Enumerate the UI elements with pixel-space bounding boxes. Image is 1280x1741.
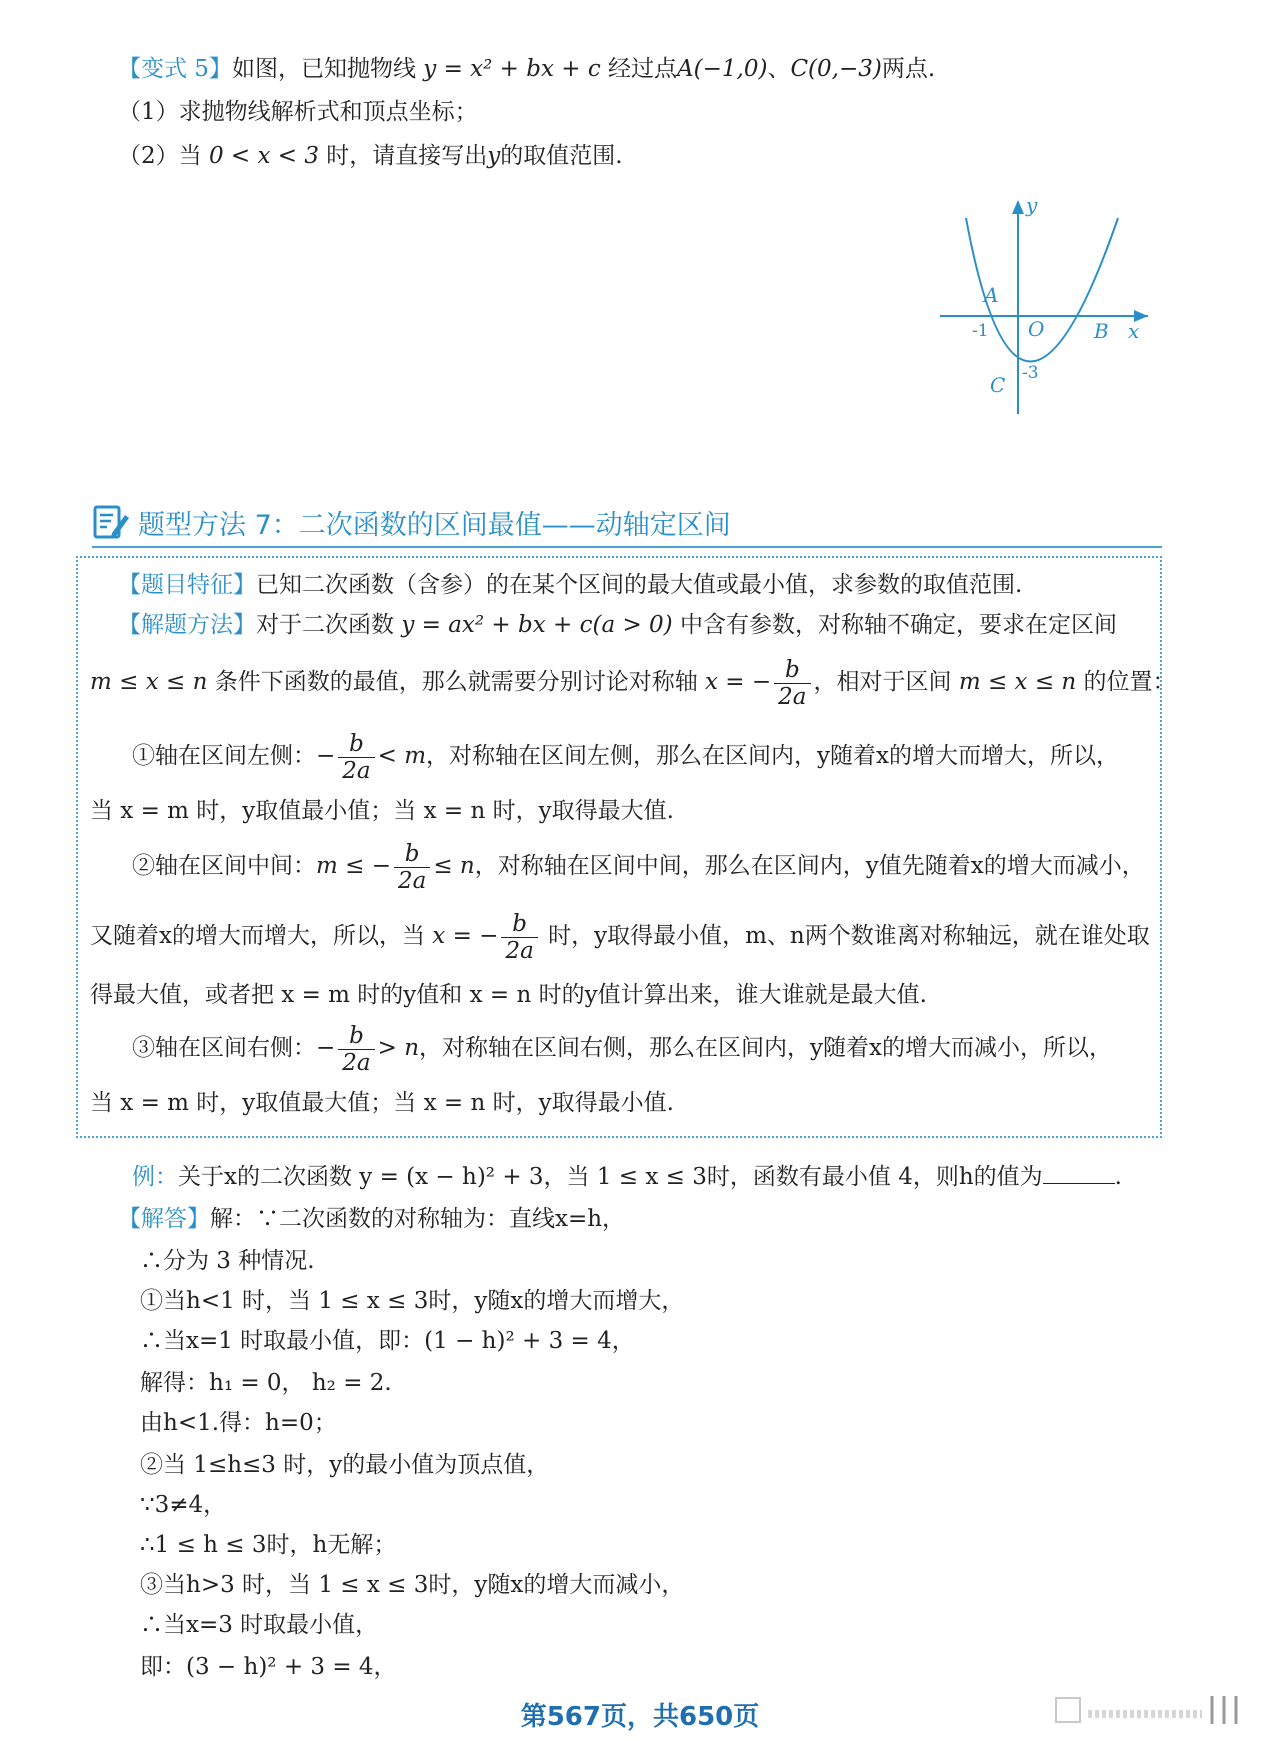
variant-question-2: （2）当 0 < x < 3 时，请直接写出y的取值范围.: [118, 143, 623, 169]
feature-tag: 【题目特征】: [118, 572, 256, 598]
variant-question-1: （1）求抛物线解析式和顶点坐标；: [118, 99, 478, 125]
answer-tag: 【解答】: [118, 1206, 210, 1232]
solution-line: ②当 1≤h≤3 时，y的最小值为顶点值，: [140, 1452, 550, 1478]
solution-line: ③当h>3 时，当 1 ≤ x ≤ 3时，y随x的增大而减小，: [140, 1572, 685, 1598]
label-a: A: [984, 283, 999, 307]
solution-line: ∴分为 3 种情况.: [140, 1248, 315, 1274]
label-c: C: [990, 373, 1006, 397]
case-1-line-2: 当 x = m 时，y取值最小值；当 x = n 时，y取得最大值.: [90, 798, 674, 824]
method-line-2: m ≤ x ≤ n 条件下函数的最值，那么就需要分别讨论对称轴 x = − $\frac{b}{2a}$ ，相对于区间 m ≤ x ≤ n 的位置：: [90, 656, 1176, 710]
label-b: B: [1094, 319, 1109, 343]
case-1-line-1: ①轴在区间左侧：− $\frac{b}{2a}$ < m，对称轴在区间左侧，那么在区间内，y随着x的增大而增大，所以，: [132, 730, 1120, 784]
label-neg1: -1: [972, 321, 989, 341]
label-neg3: -3: [1022, 363, 1039, 383]
answer-line: 【解答】解：∵二次函数的对称轴为：直线x=h，: [118, 1206, 626, 1232]
example-line: 例：关于x的二次函数 y = (x − h)² + 3，当 1 ≤ x ≤ 3时，函数有最小值 4，则h的值为 .: [132, 1164, 1122, 1190]
section-divider: [92, 546, 1162, 548]
method-tag: 【解题方法】: [118, 612, 256, 638]
case-2-line-3: 得最大值，或者把 x = m 时的y值和 x = n 时的y值计算出来，谁大谁就是最大值.: [90, 982, 927, 1008]
parabola-figure: [930, 196, 1150, 416]
method-line-1: 【解题方法】对于二次函数 y = ax² + bx + c(a > 0) 中含有参数，对称轴不确定，要求在定区间: [118, 612, 1117, 638]
case-3-line-2: 当 x = m 时，y取值最大值；当 x = n 时，y取得最小值.: [90, 1090, 674, 1116]
notebook-pen-icon: [92, 503, 130, 541]
solution-line: ∴当x=3 时取最小值，: [140, 1612, 379, 1638]
solution-line: ∵3≠4，: [140, 1492, 227, 1518]
section-title: 题型方法 7：二次函数的区间最值——动轴定区间: [92, 500, 731, 544]
example-tag: 例：: [132, 1164, 178, 1190]
variant-stem: 【变式 5】如图，已知抛物线 y = x² + bx + c 经过点A(−1,0)、C(0,−3)两点.: [118, 56, 936, 82]
feature-line: 【题目特征】已知二次函数（含参）的在某个区间的最大值或最小值，求参数的取值范围.: [118, 572, 1023, 598]
solution-line: ①当h<1 时，当 1 ≤ x ≤ 3时，y随x的增大而增大，: [140, 1288, 685, 1314]
y-axis-arrow: [1012, 200, 1024, 214]
case-2-line-2: 又随着x的增大而增大，所以，当 x = − $\frac{b}{2a}$ 时，y取得最小值，m、n两个数谁离对称轴远，就在谁处取: [90, 910, 1150, 964]
variant-tag: 【变式 5】: [118, 56, 232, 82]
case-3-line-1: ③轴在区间右侧：− $\frac{b}{2a}$ > n，对称轴在区间右侧，那么在区间内，y随着x的增大而减小，所以，: [132, 1022, 1113, 1076]
axis-fraction: $\frac{b}{2a}$: [774, 657, 810, 710]
solution-line: ∴1 ≤ h ≤ 3时，h无解；: [140, 1532, 397, 1558]
page-number: 第567页，共650页: [520, 1702, 760, 1732]
answer-blank: [1043, 1163, 1115, 1184]
label-o: O: [1028, 317, 1045, 341]
label-y: y: [1026, 196, 1038, 217]
label-x: x: [1128, 319, 1140, 343]
solution-line: 由h<1.得：h=0；: [140, 1410, 337, 1436]
solution-line: 即：(3 − h)² + 3 = 4，: [140, 1654, 397, 1680]
page-corner-decoration: [1052, 1692, 1252, 1728]
case-2-line-1: ②轴在区间中间：m ≤ − $\frac{b}{2a}$ ≤ n，对称轴在区间中间，那么在区间内，y值先随着x的增大而减小，: [132, 840, 1145, 894]
solution-line: ∴当x=1 时取最小值，即：(1 − h)² + 3 = 4，: [140, 1328, 635, 1354]
solution-line: 解得：h₁ = 0， h₂ = 2.: [140, 1370, 392, 1396]
